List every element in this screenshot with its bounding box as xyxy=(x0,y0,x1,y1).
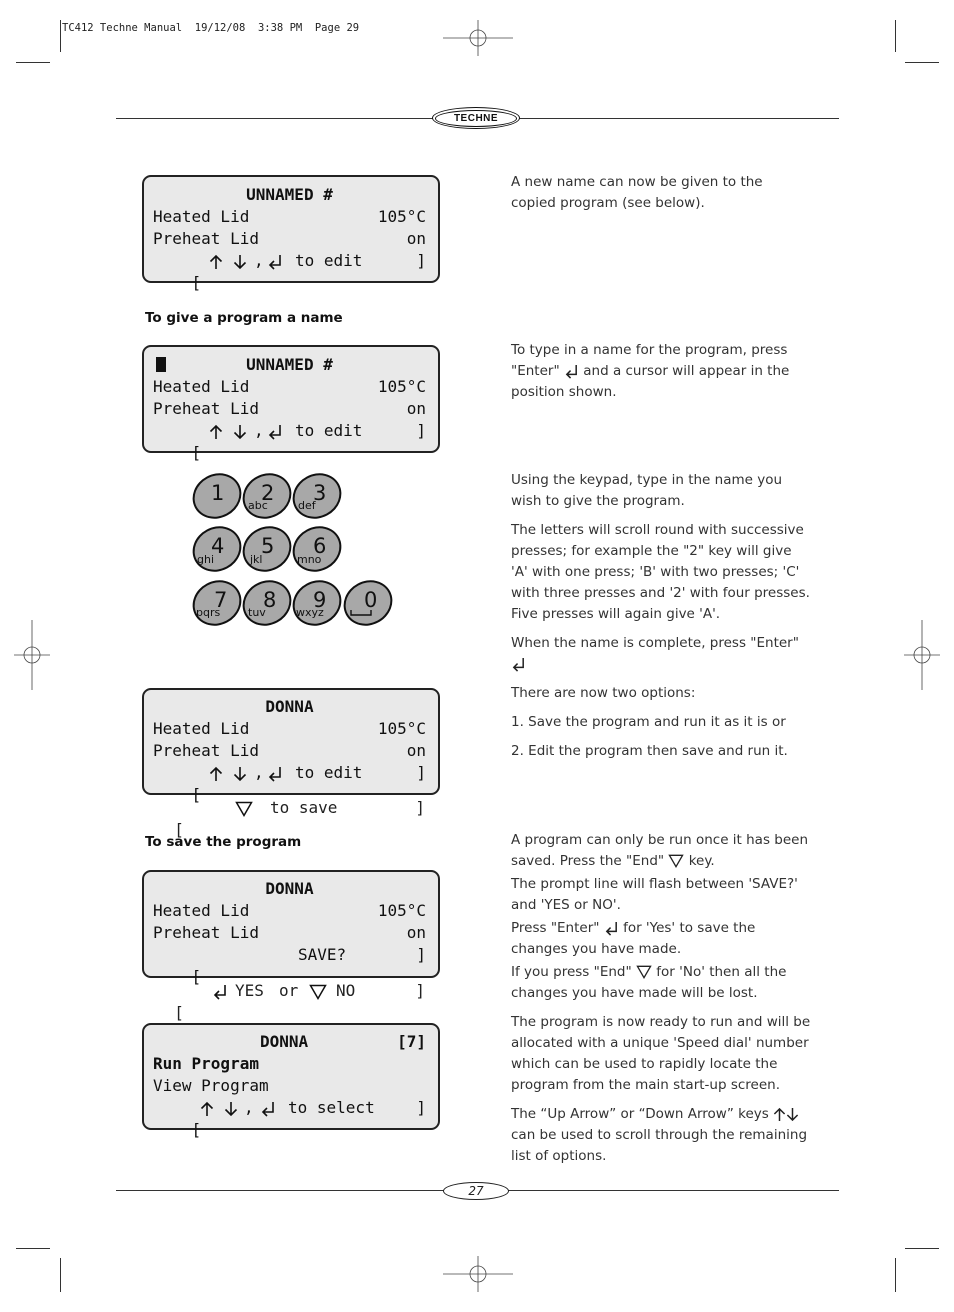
crop-mark xyxy=(895,20,896,52)
comma: , xyxy=(254,763,264,782)
alt-prompt-yes-no xyxy=(155,980,425,1022)
lcd-title: DONNA xyxy=(265,879,314,898)
lcd-action: to select xyxy=(288,1098,375,1117)
logo-text: TECHNE xyxy=(435,110,517,127)
key-number: 1 xyxy=(211,481,225,505)
paragraph-new-name: A new name can now be given to the copied program (see below). xyxy=(511,174,763,211)
lcd-action: to edit xyxy=(295,763,363,782)
lcd-label: Preheat Lid xyxy=(153,399,259,418)
bracket: [ xyxy=(191,785,202,804)
end-triangle-icon xyxy=(235,801,253,817)
enter-icon xyxy=(564,364,579,379)
or-label: or xyxy=(279,981,299,1000)
menu-item-run-program[interactable]: Run Program xyxy=(153,1054,259,1073)
lcd-label: Heated Lid xyxy=(153,377,250,396)
key-number: 7 xyxy=(214,588,228,612)
down-arrow-icon xyxy=(224,1101,238,1117)
paragraph-save-instructions: A program can only be run once it has been saved. Press the "End" key. The prompt line will flash between 'SAVE?' and 'YES or NO'. Press "Enter" for 'Yes' to save the changes you have made. If you press "End" for 'No' then all the changes you have made will be lost. The program is now ready to run and will be allocated with a unique 'Speed dial' number which can be used to rapidly locate the program from the main start-up screen. The “Up Arrow” or “Down Arrow” keys can be used to scroll through the remaining list of options. xyxy=(511,832,811,1164)
key-letters: jkl xyxy=(250,553,263,566)
paragraph-options: There are now two options: 1. Save the program and run it as it is or 2. Edit the program then save and run it. xyxy=(511,685,788,759)
save-prompt: SAVE? xyxy=(298,945,347,964)
end-triangle-icon xyxy=(309,984,327,1000)
key-letters: def xyxy=(298,499,316,512)
lcd-label: Heated Lid xyxy=(153,207,250,226)
registration-mark-icon xyxy=(14,620,50,690)
bracket: [ xyxy=(191,443,202,462)
lcd-value: 105°C xyxy=(377,901,426,920)
comma: , xyxy=(244,1098,254,1117)
lcd-label: Heated Lid xyxy=(153,719,250,738)
lcd-label: Preheat Lid xyxy=(153,923,259,942)
lcd-value: on xyxy=(406,741,426,760)
bracket: [ xyxy=(191,967,202,986)
paragraph-type-name: To type in a name for the program, press "Enter" and a cursor will appear in the position shown. xyxy=(511,342,790,400)
enter-icon xyxy=(267,254,283,270)
enter-icon xyxy=(260,1101,276,1117)
bracket: [ xyxy=(191,1120,202,1139)
crop-mark xyxy=(60,20,61,52)
page-number: 27 xyxy=(443,1182,509,1200)
bracket: ] xyxy=(415,798,425,817)
key-number: 6 xyxy=(313,534,327,558)
registration-mark-icon xyxy=(443,20,513,56)
enter-icon xyxy=(267,766,283,782)
key-number: 0 xyxy=(364,588,378,612)
enter-icon xyxy=(604,921,619,936)
lcd-value: 105°C xyxy=(377,377,426,396)
crop-mark xyxy=(905,62,939,63)
comma: , xyxy=(254,421,264,440)
lcd-action: to edit xyxy=(295,421,363,440)
print-slug: TC412 Techne Manual 19/12/08 3:38 PM Page 29 xyxy=(62,22,360,34)
bracket: [ xyxy=(174,1003,184,1022)
up-arrow-icon xyxy=(200,1101,214,1117)
yes-label: YES xyxy=(235,981,264,1000)
up-arrow-icon xyxy=(209,766,223,782)
lcd-title: DONNA xyxy=(260,1032,309,1051)
space-icon xyxy=(350,609,372,617)
prompt-action: to save xyxy=(270,798,338,817)
bracket: ] xyxy=(416,945,426,964)
lcd-label: Preheat Lid xyxy=(153,229,259,248)
lcd-value: on xyxy=(406,923,426,942)
speed-dial-number: [7] xyxy=(397,1032,426,1051)
lcd-screen-naming xyxy=(142,345,440,462)
lcd-value: 105°C xyxy=(377,719,426,738)
techne-logo xyxy=(432,107,520,129)
lcd-value: on xyxy=(406,229,426,248)
down-arrow-icon xyxy=(233,424,247,440)
key-number: 4 xyxy=(211,534,225,558)
lcd-title: UNNAMED # xyxy=(246,355,333,374)
end-triangle-icon xyxy=(668,854,684,868)
lcd-label: Preheat Lid xyxy=(153,741,259,760)
key-letters: wxyz xyxy=(296,606,324,619)
lcd-label: Heated Lid xyxy=(153,901,250,920)
enter-icon xyxy=(212,984,228,1000)
lcd-screen-saved xyxy=(142,1023,440,1139)
key-letters: pqrs xyxy=(196,606,221,619)
comma: , xyxy=(254,251,264,270)
key-number: 8 xyxy=(263,588,277,612)
menu-item-view-program[interactable]: View Program xyxy=(153,1076,269,1095)
end-triangle-icon xyxy=(636,965,652,979)
up-arrow-icon xyxy=(209,424,223,440)
bracket: [ xyxy=(191,273,202,292)
bracket: ] xyxy=(416,763,426,782)
lcd-value: on xyxy=(406,399,426,418)
paragraph-keypad-instructions: Using the keypad, type in the name you wish to give the program. The letters will scroll round with successive presses; for example the "2" key will give 'A' with one press; 'B' with two presses; 'C' with three presses and '2' with four presses. Five presses will again give 'A'. When the name is complete, press "Enter" xyxy=(511,470,811,675)
lcd-screen-copied xyxy=(142,175,440,292)
lcd-value: 105°C xyxy=(377,207,426,226)
up-arrow-icon xyxy=(209,254,223,270)
crop-mark xyxy=(895,1258,896,1292)
bracket: ] xyxy=(416,251,426,270)
alt-prompt-save xyxy=(155,797,425,839)
crop-mark xyxy=(60,1258,61,1292)
key-letters: ghi xyxy=(197,553,215,566)
key-letters: tuv xyxy=(248,606,266,619)
enter-icon xyxy=(267,424,283,440)
lcd-screen-named xyxy=(142,688,440,804)
bracket: ] xyxy=(415,981,425,1000)
registration-mark-icon xyxy=(443,1256,513,1292)
key-number: 3 xyxy=(313,481,327,505)
registration-mark-icon xyxy=(904,620,940,690)
crop-mark xyxy=(16,62,50,63)
up-arrow-icon xyxy=(773,1107,786,1122)
key-letters: abc xyxy=(248,499,268,512)
crop-mark xyxy=(16,1248,50,1249)
down-arrow-icon xyxy=(233,766,247,782)
enter-icon xyxy=(511,657,526,672)
key-number: 9 xyxy=(313,588,327,612)
down-arrow-icon xyxy=(786,1107,799,1122)
key-number: 5 xyxy=(261,534,275,558)
lcd-action: to edit xyxy=(295,251,363,270)
bracket: [ xyxy=(174,820,184,839)
heading-give-name: To give a program a name xyxy=(145,310,343,326)
key-number: 2 xyxy=(261,481,275,505)
key-letters: mno xyxy=(297,553,322,566)
down-arrow-icon xyxy=(233,254,247,270)
lcd-screen-save xyxy=(142,870,440,986)
lcd-title: UNNAMED # xyxy=(246,185,333,204)
no-label: NO xyxy=(336,981,356,1000)
bracket: ] xyxy=(416,1098,426,1117)
crop-mark xyxy=(905,1248,939,1249)
lcd-title: DONNA xyxy=(265,697,314,716)
heading-save-program: To save the program xyxy=(145,834,302,850)
bracket: ] xyxy=(416,421,426,440)
